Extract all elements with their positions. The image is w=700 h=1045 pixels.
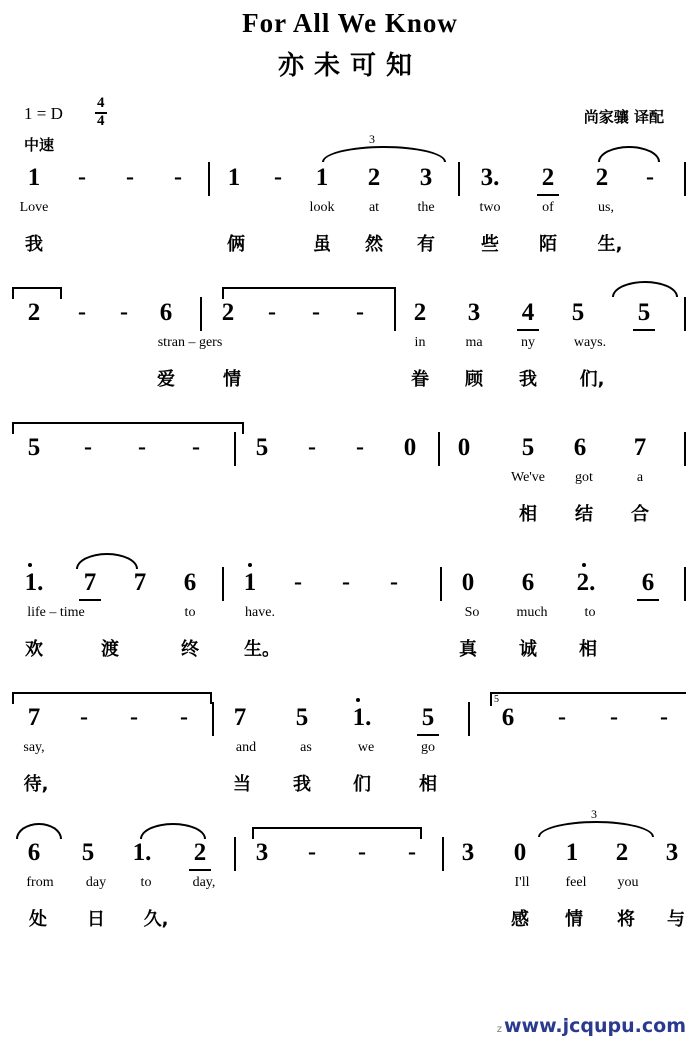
note: 1. xyxy=(352,704,372,731)
lyric-en: to xyxy=(140,875,152,890)
key-signature: 1 = D xyxy=(24,104,63,123)
lyric-row-english xyxy=(0,605,700,635)
lyric-cn: 爱 xyxy=(157,369,175,390)
triplet-marker: 3 xyxy=(591,807,597,821)
note: - xyxy=(80,704,88,730)
note: - xyxy=(610,704,618,730)
note: 2 xyxy=(541,164,555,191)
lyric-row-english xyxy=(0,875,700,905)
note: - xyxy=(192,434,200,460)
lyric-row-english xyxy=(0,200,700,230)
note: - xyxy=(130,704,138,730)
lyric-cn: 生, xyxy=(597,234,623,255)
barline xyxy=(440,567,442,601)
note: 1 xyxy=(227,164,241,191)
music-system-2 xyxy=(0,293,700,428)
lyric-en: us, xyxy=(598,200,614,215)
note: 6 xyxy=(501,704,515,731)
note: 5 xyxy=(255,434,269,461)
lyric-row-english xyxy=(0,470,700,500)
note: 7 xyxy=(633,434,647,461)
note: 7 xyxy=(233,704,247,731)
note: 5 xyxy=(81,839,95,866)
lyric-en-part: life xyxy=(27,605,46,620)
lyric-cn: 真 xyxy=(459,639,477,660)
lyric-en: as xyxy=(300,740,312,755)
note: 4 xyxy=(521,299,535,326)
note: 2 xyxy=(615,839,629,866)
barline xyxy=(234,432,236,466)
beam-line xyxy=(189,869,211,871)
lyric-cn: 相 xyxy=(579,639,597,660)
note: 7 xyxy=(27,704,41,731)
barline xyxy=(234,837,236,871)
lyric-cn: 感 xyxy=(511,909,529,930)
note: - xyxy=(294,569,302,595)
lyric-en: feel xyxy=(565,875,587,890)
lyric-cn: 处 xyxy=(29,909,47,930)
lyric-en: We've xyxy=(510,470,546,485)
ending-number: 5 xyxy=(494,694,499,705)
note: 1. xyxy=(24,569,44,596)
barline xyxy=(684,432,686,466)
barline xyxy=(208,162,210,196)
lyric-en: of xyxy=(542,200,554,215)
barline xyxy=(200,297,202,331)
lyric-row-chinese xyxy=(0,365,700,399)
lyric-cn: 们 xyxy=(353,774,371,795)
lyric-en: to xyxy=(184,605,196,620)
note: 7 xyxy=(83,569,97,596)
note: 6 xyxy=(159,299,173,326)
note: - xyxy=(268,299,276,325)
note: 1 xyxy=(27,164,41,191)
barline xyxy=(438,432,440,466)
note: - xyxy=(274,164,282,190)
barline xyxy=(684,567,686,601)
note: - xyxy=(356,434,364,460)
lyric-row-english xyxy=(0,335,700,365)
lyric-cn: 日 xyxy=(87,909,105,930)
note: 6 xyxy=(573,434,587,461)
watermark-small: z xyxy=(496,1024,502,1035)
lyric-en: to xyxy=(584,605,596,620)
lyric-cn: 顾 xyxy=(465,369,483,390)
octave-dot-above xyxy=(28,563,32,567)
note: 6 xyxy=(183,569,197,596)
note-row xyxy=(0,563,700,605)
time-signature xyxy=(95,96,107,130)
note: - xyxy=(646,164,654,190)
note: - xyxy=(174,164,182,190)
barline xyxy=(458,162,460,196)
lyric-cn: 诚 xyxy=(519,639,537,660)
lyric-cn: 将 xyxy=(617,909,635,930)
lyric-row-chinese xyxy=(0,905,700,939)
lyric-cn: 久, xyxy=(143,909,169,930)
beam-line xyxy=(417,734,439,736)
triplet-marker: 3 xyxy=(369,132,375,146)
note-row xyxy=(0,807,700,875)
tie-bracket xyxy=(12,692,212,704)
note: - xyxy=(126,164,134,190)
lyric-en: ma xyxy=(465,335,483,350)
lyric-en: two xyxy=(479,200,501,215)
lyric-row-chinese xyxy=(0,635,700,669)
lyric-en: stran – gers xyxy=(157,335,223,350)
note: 5 xyxy=(571,299,585,326)
time-signature-denominator: 4 xyxy=(97,112,105,129)
note: 1 xyxy=(243,569,257,596)
note: - xyxy=(308,839,316,865)
note: 1. xyxy=(132,839,152,866)
lyric-cn: 俩 xyxy=(227,234,245,255)
lyric-en: we xyxy=(357,740,375,755)
lyric-en: ways. xyxy=(573,335,607,350)
note: - xyxy=(78,164,86,190)
lyric-cn: 情 xyxy=(565,909,583,930)
beam-line xyxy=(79,599,101,601)
tie-bracket xyxy=(252,827,422,839)
note: 3 xyxy=(461,839,475,866)
note: 3 xyxy=(255,839,269,866)
music-system-4 xyxy=(0,563,700,698)
note-row xyxy=(0,428,700,470)
time-signature-numerator: 4 xyxy=(95,96,107,114)
note: 5 xyxy=(421,704,435,731)
lyric-row-chinese xyxy=(0,770,700,804)
lyric-en: at xyxy=(368,200,380,215)
note: - xyxy=(138,434,146,460)
barline xyxy=(394,297,396,331)
first-ending-bracket xyxy=(490,692,686,706)
barline xyxy=(222,567,224,601)
lyric-en: got xyxy=(575,470,593,485)
note: 2 xyxy=(193,839,207,866)
note: 2 xyxy=(367,164,381,191)
lyric-cn: 合 xyxy=(631,504,649,525)
lyric-en: life – time xyxy=(27,605,85,620)
note: 5 xyxy=(27,434,41,461)
note: - xyxy=(356,299,364,325)
lyric-cn: 结 xyxy=(575,504,593,525)
note: 3 xyxy=(467,299,481,326)
lyric-cn: 然 xyxy=(365,234,383,255)
note: 6 xyxy=(641,569,655,596)
lyric-en: Love xyxy=(19,200,49,215)
beam-line xyxy=(537,194,559,196)
lyric-en: have. xyxy=(245,605,275,620)
lyric-en: you xyxy=(617,875,639,890)
octave-dot-above xyxy=(248,563,252,567)
lyric-en: the xyxy=(417,200,435,215)
note: 2 xyxy=(413,299,427,326)
lyric-en: in xyxy=(414,335,426,350)
lyric-cn: 眷 xyxy=(411,369,429,390)
note: 2 xyxy=(27,299,41,326)
arranger-credit: 尚家骧 译配 xyxy=(583,108,664,126)
lyric-cn: 虽 xyxy=(313,234,331,255)
lyric-en-part: gers xyxy=(198,335,223,350)
note: 0 xyxy=(457,434,471,461)
octave-dot-above xyxy=(582,563,586,567)
note: - xyxy=(408,839,416,865)
note: 2. xyxy=(576,569,596,596)
note: - xyxy=(84,434,92,460)
tie-bracket xyxy=(12,422,244,434)
note-row xyxy=(0,694,700,740)
lyric-en-part: stran xyxy=(157,335,185,350)
lyric-en: So xyxy=(464,605,480,620)
lyric-en: a xyxy=(636,470,644,485)
note: - xyxy=(78,299,86,325)
lyric-en: day, xyxy=(192,875,216,890)
lyric-en: and xyxy=(235,740,257,755)
lyric-en: ny xyxy=(521,335,535,350)
note: - xyxy=(660,704,668,730)
lyric-en: much xyxy=(516,605,548,620)
lyric-cn: 待, xyxy=(23,774,49,795)
lyric-en: look xyxy=(309,200,335,215)
music-system-3 xyxy=(0,428,700,563)
note: - xyxy=(312,299,320,325)
note: 3 xyxy=(419,164,433,191)
note: 0 xyxy=(513,839,527,866)
note: 5 xyxy=(295,704,309,731)
lyric-cn: 我 xyxy=(519,369,537,390)
watermark-site[interactable]: www.jcqupu.com xyxy=(503,1015,686,1037)
note: 1 xyxy=(565,839,579,866)
note: 1 xyxy=(315,164,329,191)
lyric-cn: 当 xyxy=(233,774,251,795)
beam-line xyxy=(633,329,655,331)
music-system-6 xyxy=(0,807,700,968)
page-title-chinese: 亦未可知 xyxy=(277,51,422,81)
note: - xyxy=(358,839,366,865)
note: 7 xyxy=(133,569,147,596)
beam-line xyxy=(517,329,539,331)
lyric-cn: 有 xyxy=(417,234,435,255)
note: - xyxy=(342,569,350,595)
lyric-en: I'll xyxy=(514,875,530,890)
lyric-row-english xyxy=(0,740,700,770)
tie-bracket xyxy=(12,287,62,299)
note: 6 xyxy=(521,569,535,596)
lyric-row-chinese xyxy=(0,500,700,534)
barline xyxy=(684,162,686,196)
note: 2 xyxy=(221,299,235,326)
lyric-en-part: time xyxy=(59,605,85,620)
lyric-cn: 渡 xyxy=(101,639,119,660)
lyric-cn: 欢 xyxy=(25,639,43,660)
lyric-en: say, xyxy=(23,740,45,755)
barline xyxy=(212,702,214,736)
lyric-row-chinese xyxy=(0,230,700,264)
note: - xyxy=(180,704,188,730)
tempo-marking: 中速 xyxy=(24,136,55,154)
tie-bracket xyxy=(222,287,396,299)
lyric-cn: 与 xyxy=(667,909,685,930)
lyric-cn: 终 xyxy=(181,639,199,660)
beam-line xyxy=(637,599,659,601)
lyric-cn: 些 xyxy=(481,234,499,255)
lyric-en: from xyxy=(26,875,54,890)
note: 5 xyxy=(637,299,651,326)
lyric-cn: 相 xyxy=(519,504,537,525)
note: 2 xyxy=(595,164,609,191)
note: 5 xyxy=(521,434,535,461)
note: - xyxy=(308,434,316,460)
note-row xyxy=(0,293,700,335)
note: - xyxy=(390,569,398,595)
lyric-cn: 相 xyxy=(419,774,437,795)
note: 3 xyxy=(665,839,679,866)
barline xyxy=(684,297,686,331)
lyric-cn: 我 xyxy=(293,774,311,795)
note: - xyxy=(558,704,566,730)
note: 0 xyxy=(461,569,475,596)
lyric-cn: 陌 xyxy=(539,234,557,255)
note: 6 xyxy=(27,839,41,866)
barline xyxy=(468,702,470,736)
lyric-en: go xyxy=(421,740,435,755)
lyric-cn: 情 xyxy=(223,369,241,390)
octave-dot-above xyxy=(356,698,360,702)
lyric-cn: 生。 xyxy=(244,639,280,660)
lyric-en: day xyxy=(85,875,107,890)
note: - xyxy=(120,299,128,325)
note: 3. xyxy=(480,164,500,191)
lyric-cn: 们, xyxy=(579,369,605,390)
page-title-english: For All We Know xyxy=(242,8,458,38)
note: 0 xyxy=(403,434,417,461)
lyric-cn: 我 xyxy=(25,234,43,255)
barline xyxy=(442,837,444,871)
